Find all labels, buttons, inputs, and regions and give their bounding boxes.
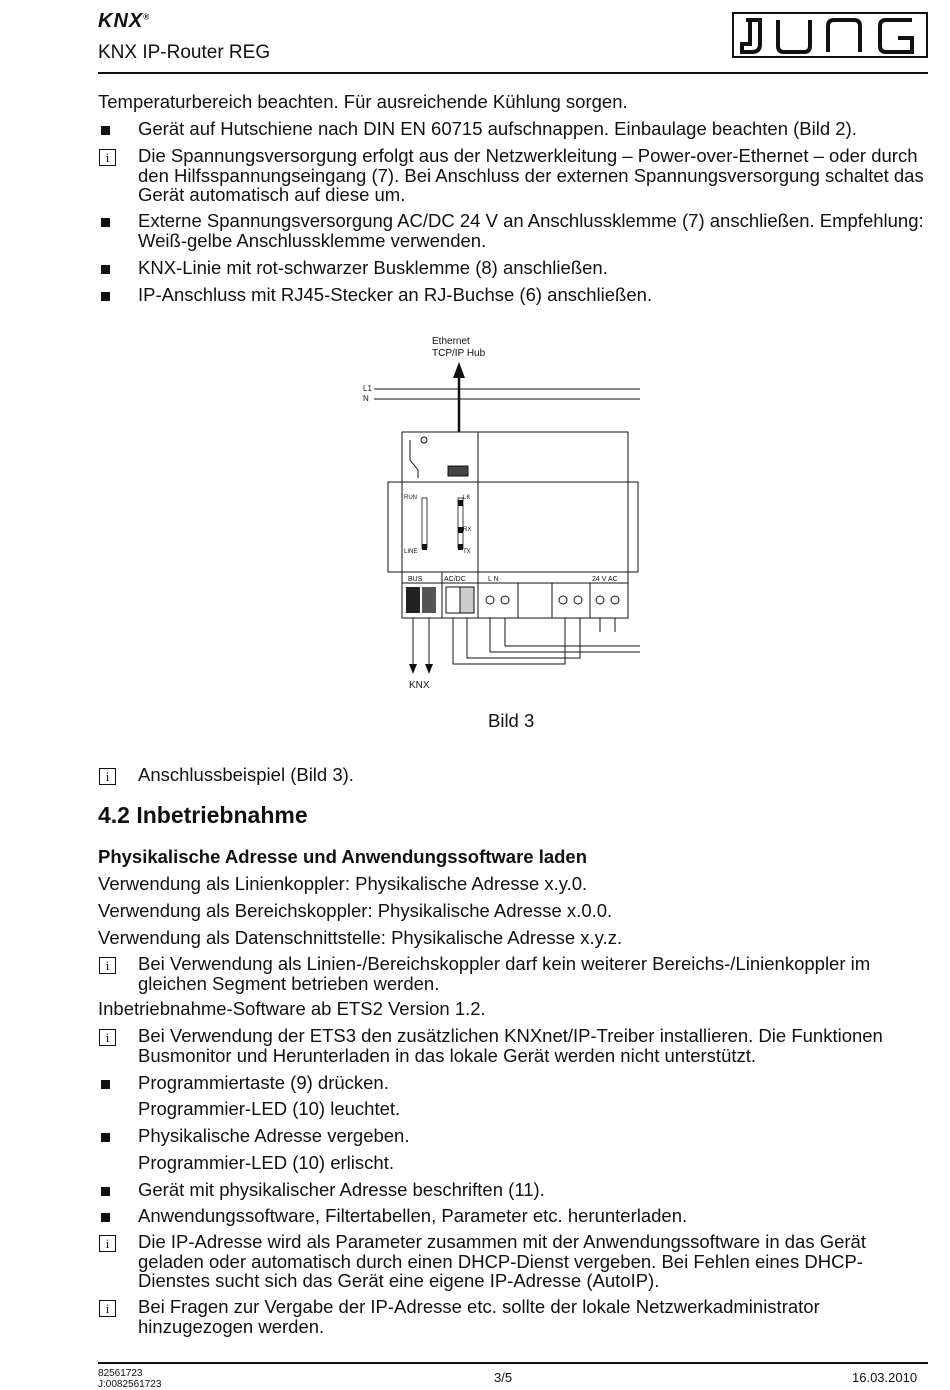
rj45-socket (448, 466, 468, 476)
l1-label: L1 (363, 384, 372, 393)
info-icon: i (99, 1235, 116, 1252)
bus-label: BUS (408, 576, 423, 583)
step-result: Programmier-LED (10) erlischt. (138, 1152, 394, 1173)
knx-logo: KNX® (98, 10, 151, 32)
info-icon: i (99, 1300, 116, 1317)
square-bullet-icon (101, 265, 110, 274)
page-number: 3/5 (494, 1370, 513, 1385)
wiring-diagram (360, 330, 640, 695)
info-icon: i (99, 957, 116, 974)
footer-rule (98, 1362, 928, 1364)
figure-caption: Bild 3 (488, 710, 535, 731)
header-rule (98, 72, 928, 74)
ethernet-label: Ethernet (432, 336, 470, 347)
square-bullet-icon (101, 292, 110, 301)
jung-logo (732, 12, 928, 58)
ln-label: L N (488, 576, 499, 583)
info-item: i Die IP-Adresse wird als Parameter zusammen mit der Anwendungssoftware in das Gerät geladen oder automatisch durch einen DHCP-Dienst vergeben. Bei Fehlen eines DHCP-Dienstes sucht sich das Gerät eine eigene IP-Adresse (AutoIP). (98, 1232, 928, 1292)
info-item: i Bei Fragen zur Vergabe der IP-Adresse etc. sollte der lokale Netzwerkadministrator hinzugezogen werden. (98, 1297, 928, 1337)
v24-label: 24 V AC (592, 576, 618, 583)
software-line: Inbetriebnahme-Software ab ETS2 Version 1.2. (98, 998, 486, 1019)
step-result: Programmier-LED (10) leuchtet. (138, 1098, 401, 1119)
usage-line: Verwendung als Linienkoppler: Physikalische Adresse x.y.0. (98, 873, 588, 894)
square-bullet-icon (101, 126, 110, 135)
acdc-label: AC/DC (444, 576, 466, 583)
line-label: LINE (404, 549, 418, 555)
footer-date: 16.03.2010 (852, 1370, 918, 1385)
info-icon: i (99, 1029, 116, 1046)
tx-label: TX (463, 549, 471, 555)
lk-label: LK (463, 495, 471, 501)
sub-heading: Physikalische Adresse und Anwendungssoftware laden (98, 846, 588, 867)
list-item: Gerät mit physikalischer Adresse beschriften (11). (98, 1180, 928, 1200)
info-item: i Bei Verwendung der ETS3 den zusätzlichen KNXnet/IP-Treiber installieren. Die Funktionen Busmonitor und Herunterladen in das lokale Gerät werden nicht unterstützt. (98, 1026, 928, 1066)
footer-codes (98, 1368, 161, 1390)
info-item: i Die Spannungsversorgung erfolgt aus der Netzwerkleitung – Power-over-Ethernet – oder durch den Hilfsspannungseingang (7). Bei Anschluss der externen Spannungsversorgung schaltet das Gerät automatisch auf diese um. (98, 146, 928, 206)
square-bullet-icon (101, 218, 110, 227)
info-icon: i (99, 768, 116, 785)
footer-code: J:0082561723 (98, 1379, 162, 1390)
square-bullet-icon (101, 1187, 110, 1196)
arrow-up-icon (453, 362, 465, 378)
list-item: Externe Spannungsversorgung AC/DC 24 V an Anschlussklemme (7) anschließen. Empfehlung: Weiß-gelbe Anschlussklemme verwenden. (98, 211, 928, 251)
rx-label: RX (463, 527, 472, 533)
n-label: N (363, 394, 369, 403)
usage-line: Verwendung als Bereichskoppler: Physikalische Adresse x.0.0. (98, 900, 613, 921)
run-label: RUN (404, 495, 417, 501)
list-item: Gerät auf Hutschiene nach DIN EN 60715 aufschnappen. Einbaulage beachten (Bild 2). (98, 119, 928, 139)
intro-line: Temperaturbereich beachten. Für ausreichende Kühlung sorgen. (98, 91, 628, 112)
list-item: IP-Anschluss mit RJ45-Stecker an RJ-Buchse (6) anschließen. (98, 285, 928, 305)
section-heading: 4.2 Inbetriebnahme (98, 802, 308, 828)
info-item: i Bei Verwendung als Linien-/Bereichskoppler darf kein weiterer Bereichs-/Linienkoppler im gleichen Segment betrieben werden. (98, 954, 928, 994)
square-bullet-icon (101, 1080, 110, 1089)
info-item: i Anschlussbeispiel (Bild 3). (98, 765, 928, 785)
square-bullet-icon (101, 1133, 110, 1142)
list-item: KNX-Linie mit rot-schwarzer Busklemme (8) anschließen. (98, 258, 928, 278)
info-icon: i (99, 149, 116, 166)
doc-title: KNX IP-Router REG (98, 42, 271, 63)
usage-line: Verwendung als Datenschnittstelle: Physikalische Adresse x.y.z. (98, 927, 623, 948)
list-item: Anwendungssoftware, Filtertabellen, Parameter etc. herunterladen. (98, 1206, 928, 1226)
footer-code: 82561723 (98, 1368, 143, 1379)
square-bullet-icon (101, 1213, 110, 1222)
hub-label: TCP/IP Hub (432, 348, 486, 359)
list-item: Physikalische Adresse vergeben. (98, 1126, 928, 1146)
knx-label: KNX (409, 680, 430, 691)
list-item: Programmiertaste (9) drücken. (98, 1073, 928, 1093)
